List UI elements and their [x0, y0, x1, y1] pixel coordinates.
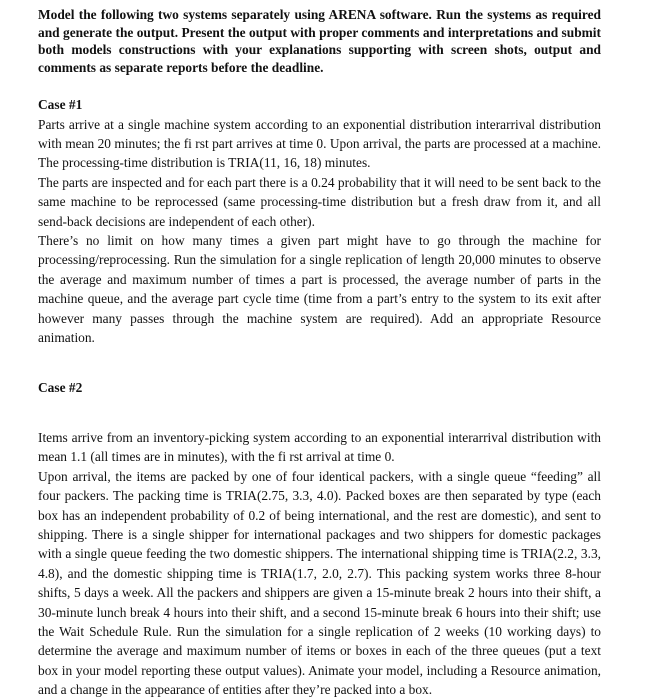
assignment-instructions: Model the following two systems separately using ARENA software. Run the systems as required and generate the output. Present the output with proper comments and interpretations and submit both models constructions with your explanations supporting with screen shots, output and comments as separate reports before the deadline. — [38, 7, 601, 75]
case-1-paragraph: There’s no limit on how many times a given part might have to go through the machine for processing/reprocessing. Run the simulation for a single replication of length 20,000 minutes to observe the average and maximum number of times a part is processed, the average number of parts in the machine queue, and the average part cycle time (time from a part’s entry to the system to its exit after however many passes through the machine system are required). Add an appropriate Resource animation. — [38, 232, 601, 345]
assignment-document — [38, 6, 601, 700]
case-1-paragraph: The parts are inspected and for each part there is a 0.24 probability that it will need to be sent back to the same machine to be reprocessed (same processing-time distribution but a fresh draw from it, and all send-back decisions are independent of each other). — [38, 174, 601, 229]
case-2-heading: Case #2 — [38, 380, 83, 396]
case-2-section — [38, 379, 601, 699]
case-1-paragraph: Parts arrive at a single machine system according to an exponential distribution interarrival distribution with mean 20 minutes; the fi rst part arrives at time 0. Upon arrival, the parts are processed at a machine. The processing-time distribution is TRIA(11, 16, 18) minutes. — [38, 116, 601, 171]
case-2-paragraph: Items arrive from an inventory-picking system according to an exponential interarrival distribution with mean 1.1 (all times are in minutes), with the fi rst arrival at time 0. — [38, 429, 601, 465]
case-1-body — [38, 115, 601, 348]
case-1-section — [38, 96, 601, 347]
case-1-heading: Case #1 — [38, 97, 83, 112]
case-2-body — [38, 428, 601, 700]
case-2-paragraph: Upon arrival, the items are packed by one of four identical packers, with a single queue “feeding” all four packers. The packing time is TRIA(2.75, 3.3, 4.0). Packed boxes are then separated by type (each box has an independent probability of 0.2 of being international, and the rest are domestic), and sent to shipping. There is a single shipper for international packages and two shippers for domestic packages with a single queue feeding the two domestic shippers. The international shipping time is TRIA(2.2, 3.3, 4.8), and the domestic shipping time is TRIA(1.7, 2.0, 2.7). This packing system works three 8-hour shifts, 5 days a week. All the packers and shippers are given a 15-minute break 2 hours into their shift, a 30-minute lunch break 4 hours into their shift, and a second 15-minute break 6 hours into their shift; use the Wait Schedule Rule. Run the simulation for a single replication of 2 weeks (10 working days) to determine the average and maximum number of items or boxes in each of the three queues (put a text box in your model reporting these output values). Animate your model, including a Resource animation, and a change in the appearance of entities after they’re packed into a box. — [38, 468, 601, 698]
